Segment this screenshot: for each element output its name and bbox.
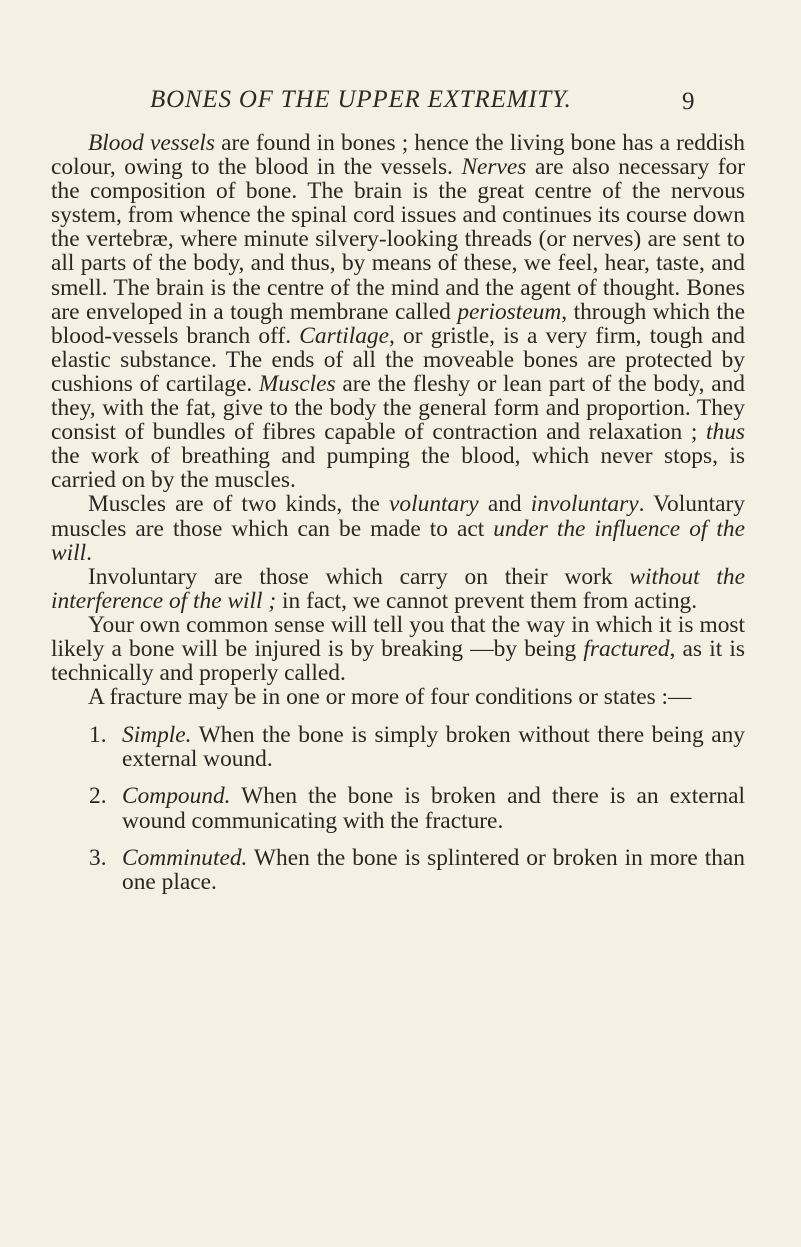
paragraph-muscle-kinds bbox=[51, 492, 745, 564]
term-thus: thus bbox=[706, 419, 745, 446]
list-number: 1. bbox=[89, 722, 107, 749]
spacer bbox=[51, 709, 745, 723]
paragraph-text: , as it is technically and properly called. bbox=[51, 635, 745, 687]
list-term: Compound. bbox=[122, 783, 231, 810]
paragraph-text: Your own common sense will tell you that the way in which it is most likely a bone will be injured is by breaking —by being bbox=[51, 611, 745, 662]
paragraph-fracture-states bbox=[51, 685, 745, 709]
running-head bbox=[0, 86, 801, 126]
paragraph-involuntary bbox=[51, 565, 745, 613]
paragraph-common-sense bbox=[51, 613, 745, 685]
list-item-simple bbox=[51, 723, 745, 771]
paragraph-text: are found in bones ; hence the living bone has a reddish colour, owing to the blood in the vessels. bbox=[51, 130, 745, 181]
list-text: When the bone is broken and there is an external wound communicating with the fracture. bbox=[122, 783, 745, 834]
list-term: Comminuted. bbox=[122, 844, 248, 871]
running-title: BONES OF THE UPPER EXTREMITY. bbox=[150, 86, 572, 113]
paragraph-text: the work of breathing and pumping the blood, which never stops, is carried on by the muscles. bbox=[51, 443, 745, 494]
list-item-comminuted bbox=[51, 846, 745, 894]
paragraph-text: Muscles are of two kinds, the bbox=[88, 491, 390, 518]
paragraph-text: , or gristle, is a very firm, tough and elastic substance. The ends of all the moveable bones are protected by cushions of cartilage. bbox=[51, 322, 745, 397]
term-involuntary: involuntary bbox=[530, 491, 639, 518]
term-voluntary: voluntary bbox=[389, 491, 479, 518]
emphasis-interference: without the interference of the will ; bbox=[51, 563, 745, 614]
paragraph-text: , through which the blood-vessels branch off. bbox=[51, 298, 745, 349]
paragraph-text: are the fleshy or lean part of the body, and they, with the fat, give to the body the general form and proportion. They consist of bundles of fibres capable of contraction and relaxation ; bbox=[51, 370, 745, 446]
emphasis-influence: under the influence of the will bbox=[51, 515, 745, 566]
term-periosteum: periosteum bbox=[457, 298, 562, 325]
paragraph-text: and bbox=[478, 491, 531, 518]
list-text: When the bone is splintered or broken in more than one place. bbox=[122, 844, 745, 895]
term-cartilage: Cartilage bbox=[299, 322, 389, 349]
term-blood-vessels: Blood vessels bbox=[88, 130, 215, 156]
paragraph-text: Involuntary are those which carry on their work bbox=[88, 563, 630, 590]
list-number: 3. bbox=[89, 844, 107, 871]
term-nerves: Nerves bbox=[461, 154, 527, 181]
paragraph-text: are also necessary for the composition of bone. The brain is the great centre of the nervous system, from whence the spinal cord issues and continues its course down the vertebræ, where minute silvery-looking threads (or nerves) are sent to all parts of the body, and thus, by means of these, we feel, hear, taste, and smell. The brain is the centre of the mind and the agent of thought. Bones are enveloped in a tough membrane called bbox=[51, 154, 746, 325]
list-item-compound bbox=[51, 784, 745, 832]
paragraph-text: . bbox=[86, 539, 92, 566]
list-term: Simple. bbox=[122, 722, 192, 749]
paragraph-text: A fracture may be in one or more of four conditions or states :— bbox=[88, 684, 692, 711]
body-text bbox=[51, 131, 745, 894]
page-number: 9 bbox=[682, 88, 695, 115]
list-number: 2. bbox=[89, 783, 107, 810]
paragraph-blood-vessels bbox=[51, 131, 745, 492]
term-muscles: Muscles bbox=[258, 370, 336, 397]
paragraph-text: . Voluntary muscles are those which can be made to act bbox=[51, 491, 745, 542]
term-fractured: fractured bbox=[583, 635, 670, 662]
paragraph-text: in fact, we cannot prevent them from acting. bbox=[276, 587, 698, 614]
list-text: When the bone is simply broken without there being any external wound. bbox=[122, 722, 745, 773]
